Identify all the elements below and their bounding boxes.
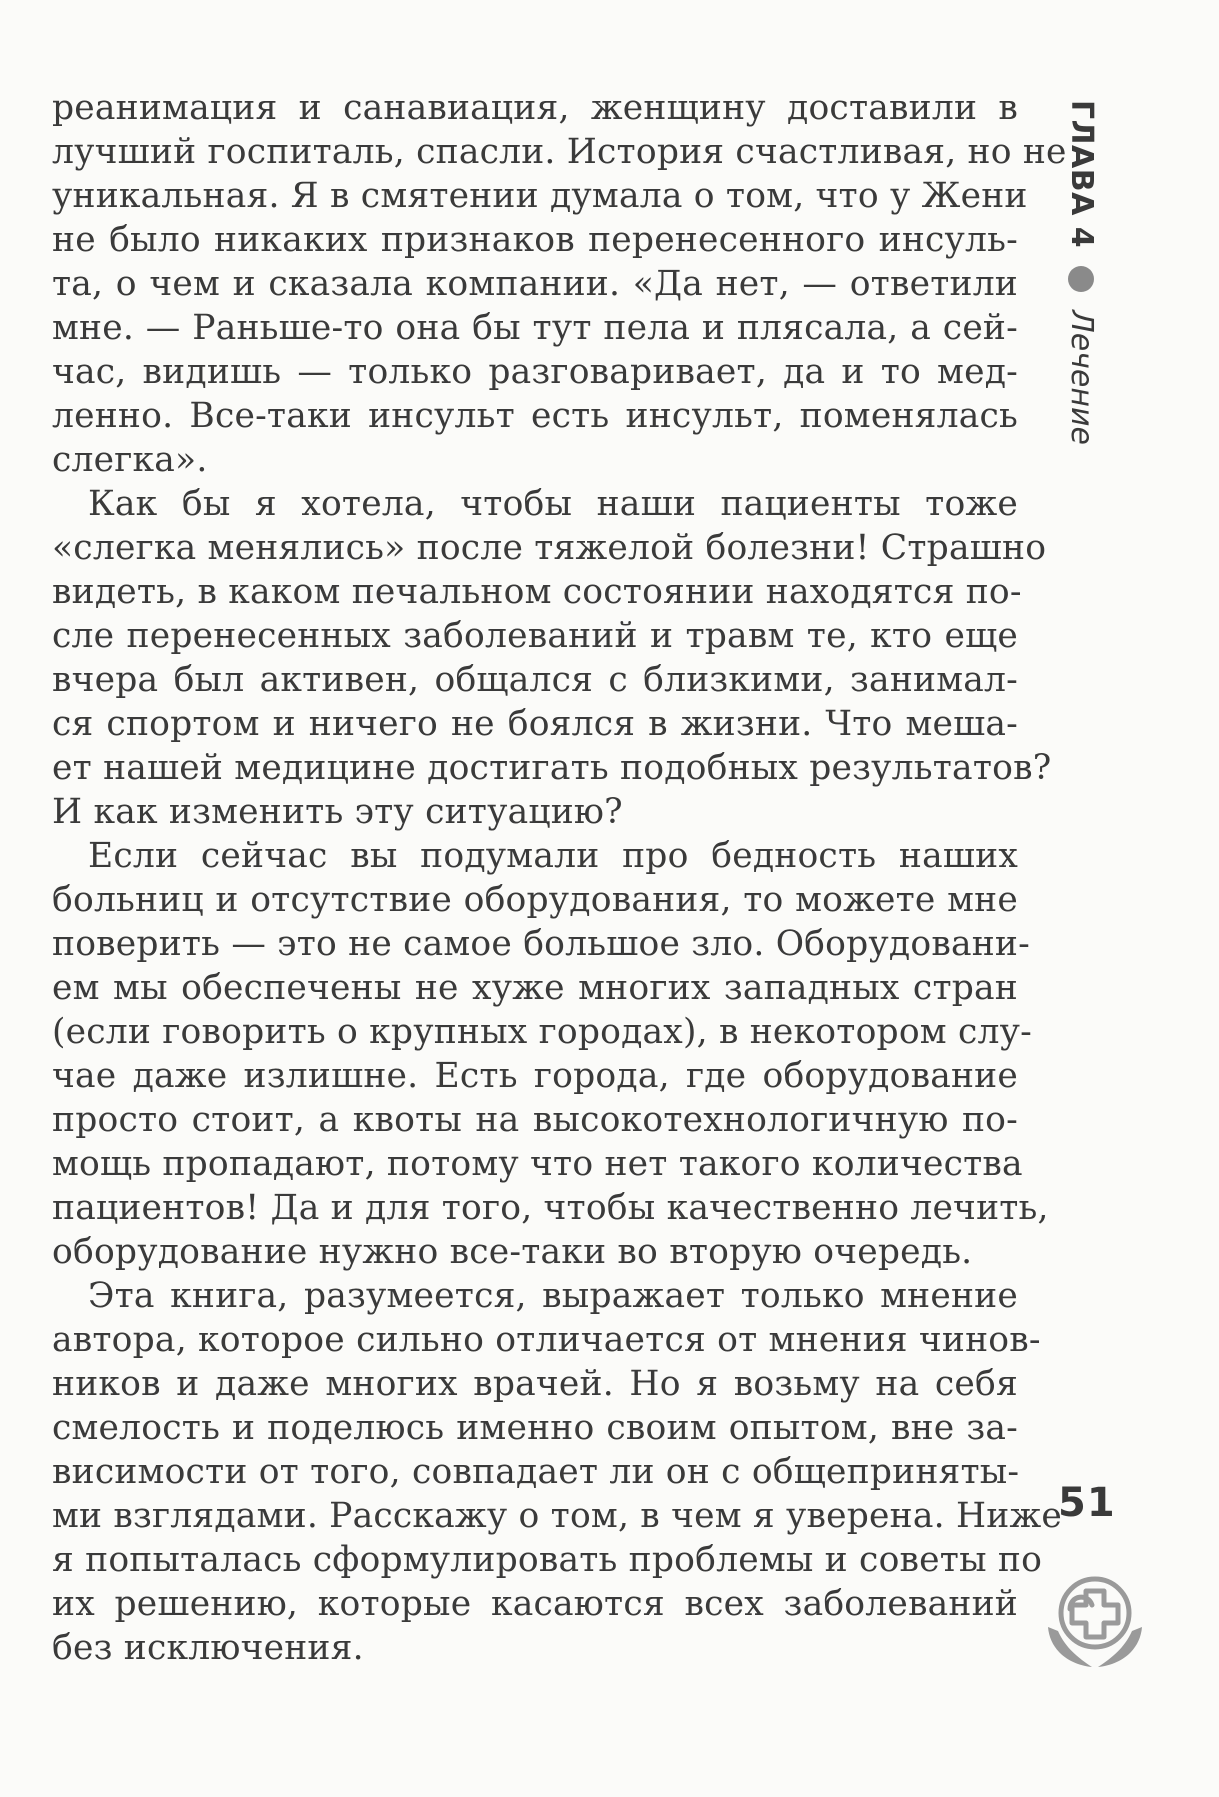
text-line: ленно. Все-таки инсульт есть инсульт, поменялась — [52, 396, 1018, 436]
text-line: уникальная. Я в смятении думала о том, что у Жени — [52, 176, 1028, 216]
text-line: вчера был активен, общался с близкими, занимал- — [52, 660, 1018, 700]
text-line: пациентов! Да и для того, чтобы качественно лечить, — [52, 1188, 1049, 1228]
text-line: лучший госпиталь, спасли. История счастливая, но не — [52, 132, 1067, 172]
text-line: Как бы я хотела, чтобы наши пациенты тоже — [88, 484, 1018, 524]
section-label: Лечение — [1064, 310, 1099, 445]
text-line: час, видишь — только разговаривает, да и то мед- — [52, 352, 1018, 392]
text-line: мне. — Раньше-то она бы тут пела и плясала, а сей- — [52, 308, 1018, 348]
running-head — [1055, 100, 1125, 460]
text-line: без исключения. — [52, 1628, 364, 1668]
text-line: (если говорить о крупных городах), в некотором слу- — [52, 1012, 1032, 1052]
text-line: мощь пропадают, потому что нет такого количества — [52, 1144, 1023, 1184]
text-line: больниц и отсутствие оборудования, то можете мне — [52, 880, 1018, 920]
page-number: 51 — [1058, 1480, 1116, 1526]
text-line: сле перенесенных заболеваний и травм те, кто еще — [52, 616, 1018, 656]
text-line: их решению, которые касаются всех заболеваний — [52, 1584, 1018, 1624]
text-line: слегка». — [52, 440, 208, 480]
text-line: реанимация и санавиация, женщину доставили в — [52, 88, 1018, 128]
text-line: оборудование нужно все-таки во вторую очередь. — [52, 1232, 973, 1272]
text-line: не было никаких признаков перенесенного инсуль- — [52, 220, 1018, 260]
body-text — [52, 86, 1067, 1670]
medical-hands-cross-icon — [1040, 1565, 1150, 1675]
bullet-dot-icon — [1069, 266, 1095, 292]
text-line: висимости от того, совпадает ли он с общеприняты- — [52, 1452, 1020, 1492]
text-line: автора, которое сильно отличается от мнения чинов- — [52, 1320, 1041, 1360]
text-line: смелость и поделюсь именно своим опытом, вне за- — [52, 1408, 1018, 1448]
text-line: ся спортом и ничего не боялся в жизни. Что меша- — [52, 704, 1018, 744]
text-line: «слегка менялись» после тяжелой болезни! Страшно — [52, 528, 1047, 568]
text-line: видеть, в каком печальном состоянии находятся по- — [52, 572, 1022, 612]
text-line: чае даже излишне. Есть города, где оборудование — [52, 1056, 1018, 1096]
text-line: ми взглядами. Расскажу о том, в чем я уверена. Ниже — [52, 1496, 1063, 1536]
text-line: И как изменить эту ситуацию? — [52, 792, 623, 832]
text-line: ем мы обеспечены не хуже многих западных стран — [52, 968, 1018, 1008]
text-line: ет нашей медицине достигать подобных результатов? — [52, 748, 1052, 788]
text-line: Если сейчас вы подумали про бедность наших — [88, 836, 1018, 876]
text-line: поверить — это не самое большое зло. Оборудовани- — [52, 924, 1030, 964]
chapter-label: ГЛАВА 4 — [1064, 100, 1099, 249]
text-line: ников и даже многих врачей. Но я возьму на себя — [52, 1364, 1018, 1404]
text-line: просто стоит, а квоты на высокотехнологичную по- — [52, 1100, 1018, 1140]
text-line: Эта книга, разумеется, выражает только мнение — [88, 1276, 1018, 1316]
text-line: я попыталась сформулировать проблемы и советы по — [52, 1540, 1043, 1580]
text-line: та, о чем и сказала компании. «Да нет, — ответили — [52, 264, 1018, 304]
